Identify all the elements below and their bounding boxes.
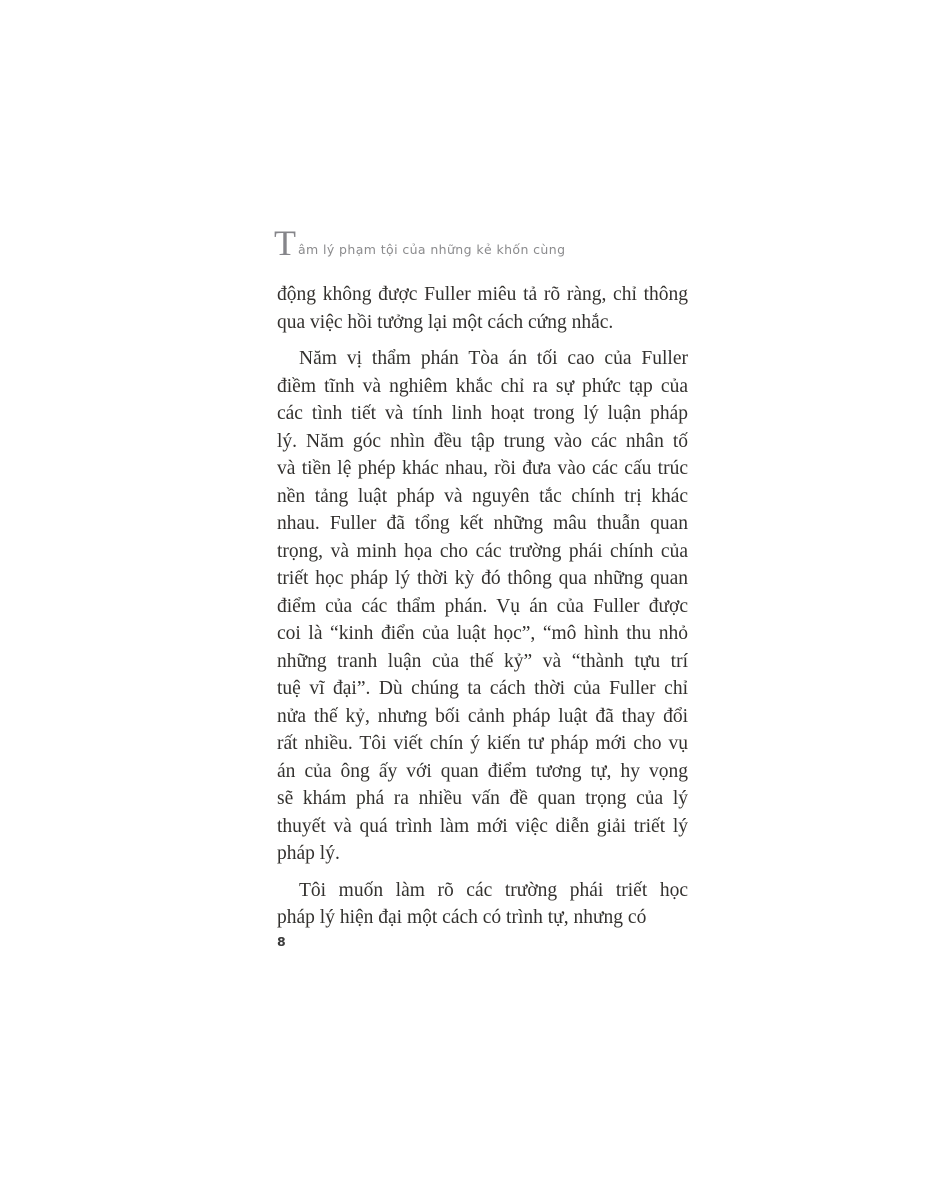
text-line: lý. Năm góc nhìn đều tập trung vào các nhân tố <box>277 430 688 452</box>
text-line: rất nhiều. Tôi viết chín ý kiến tư pháp mới cho vụ <box>277 733 688 754</box>
text-line: Năm vị thẩm phán Tòa án tối cao của Fuller <box>299 348 688 369</box>
text-line: án của ông ấy với quan điểm tương tự, hy vọng <box>277 760 688 782</box>
text-line: sẽ khám phá ra nhiều vấn đề quan trọng của lý <box>277 788 688 809</box>
running-header-initial: T <box>274 223 296 263</box>
text-line: điểm của các thẩm phán. Vụ án của Fuller được <box>277 595 688 617</box>
text-line: nền tảng luật pháp và nguyên tắc chính trị khác <box>277 485 688 507</box>
text-line: nhau. Fuller đã tổng kết những mâu thuẫn quan <box>277 513 688 534</box>
running-header-text: âm lý phạm tội của những kẻ khốn cùng <box>298 242 566 257</box>
text-line: nửa thế kỷ, nhưng bối cảnh pháp luật đã thay đổi <box>277 705 688 727</box>
running-header <box>274 223 566 263</box>
paragraph <box>277 281 688 336</box>
text-line: pháp lý. <box>277 843 340 864</box>
text-line: trọng, và minh họa cho các trường phái chính của <box>277 540 688 562</box>
page-number: 8 <box>277 934 286 949</box>
text-line: triết học pháp lý thời kỳ đó thông qua những quan <box>277 568 688 589</box>
text-line: coi là “kinh điển của luật học”, “mô hình thu nhỏ <box>277 623 688 644</box>
text-line: điềm tĩnh và nghiêm khắc chỉ ra sự phức tạp của <box>277 375 688 397</box>
text-line: qua việc hồi tưởng lại một cách cứng nhắc. <box>277 311 614 333</box>
paragraph <box>277 877 688 932</box>
text-line: pháp lý hiện đại một cách có trình tự, nhưng có <box>277 907 647 928</box>
text-line: động không được Fuller miêu tả rõ ràng, chỉ thông <box>277 284 688 305</box>
text-line: và tiền lệ phép khác nhau, rồi đưa vào các cấu trúc <box>277 458 688 479</box>
text-line: tuệ vĩ đại”. Dù chúng ta cách thời của Fuller chỉ <box>277 678 688 699</box>
text-line: thuyết và quá trình làm mới việc diễn giải triết lý <box>277 815 688 837</box>
body-text <box>277 281 688 941</box>
text-line: Tôi muốn làm rõ các trường phái triết học <box>299 879 688 901</box>
paragraph <box>277 345 688 868</box>
text-line: các tình tiết và tính linh hoạt trong lý luận pháp <box>277 403 688 424</box>
text-line: những tranh luận của thế kỷ” và “thành tựu trí <box>277 650 688 672</box>
